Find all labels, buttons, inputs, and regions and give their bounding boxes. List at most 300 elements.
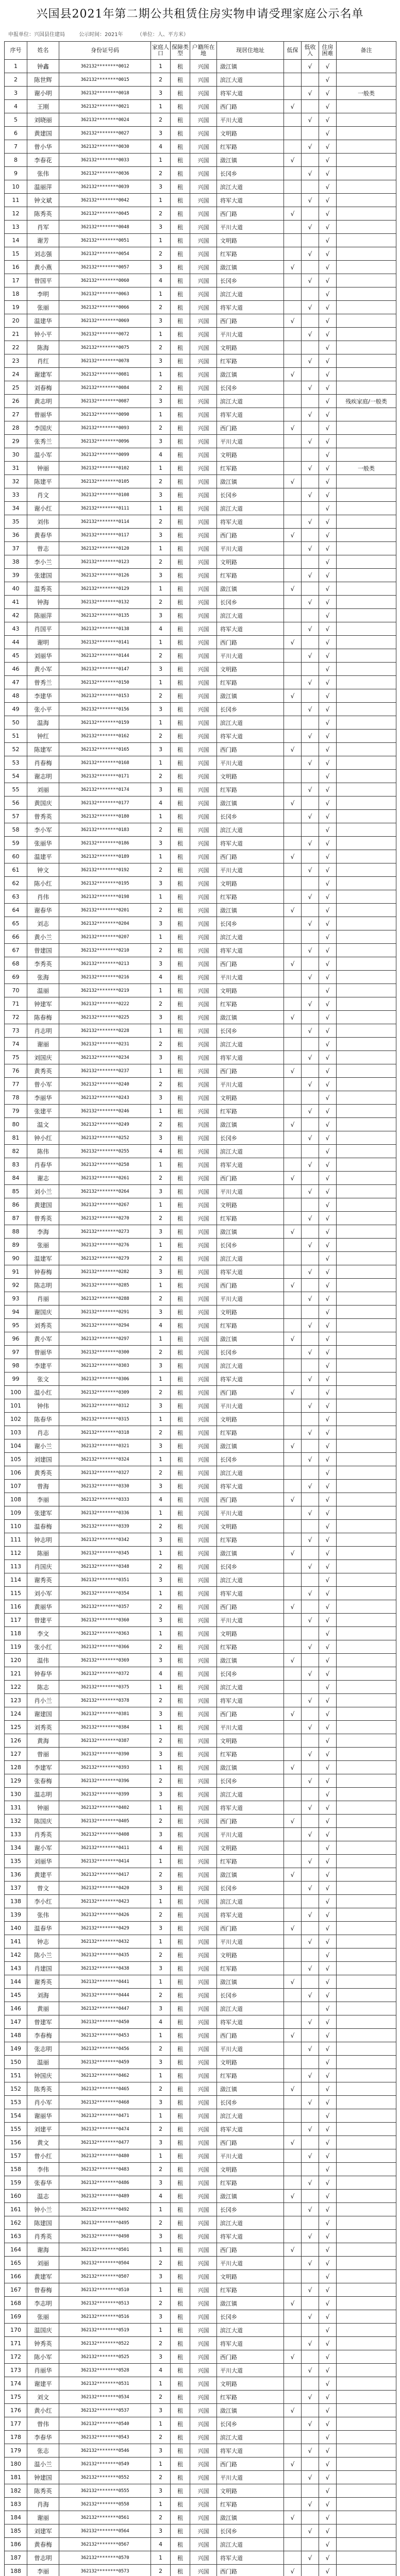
cell-low-income — [302, 2377, 319, 2391]
cell-address: 将军大道 — [217, 1051, 284, 1064]
cell-id: 362132********0519 — [59, 2324, 151, 2337]
cell-housing: √ — [319, 381, 337, 395]
cell-low-income — [302, 1573, 319, 1587]
cell-address: 长冈乡 — [217, 1667, 284, 1681]
cell-persons: 3 — [151, 1225, 171, 1239]
cell-address: 滨江大道 — [217, 716, 284, 730]
cell-low-income — [302, 475, 319, 488]
cell-housing: √ — [319, 2511, 337, 2524]
cell-id: 362132********0078 — [59, 354, 151, 368]
cell-housing: √ — [319, 1761, 337, 1774]
cell-housing: √ — [319, 2364, 337, 2377]
cell-housing: √ — [319, 1051, 337, 1064]
cell-type: 租 — [171, 1573, 190, 1587]
cell-name: 肖小军 — [27, 2096, 59, 2109]
cell-id: 362132********0057 — [59, 261, 151, 274]
cell-persons: 3 — [151, 957, 171, 971]
cell-name: 张建国 — [27, 569, 59, 582]
cell-persons: 3 — [151, 837, 171, 850]
cell-remark — [337, 1212, 396, 1225]
cell-name: 陈小军 — [27, 2350, 59, 2364]
cell-low-income — [302, 1707, 319, 1721]
cell-dibao — [284, 2015, 302, 2029]
cell-no: 30 — [5, 448, 27, 462]
cell-remark: 残疾家庭/一般类 — [337, 395, 396, 408]
cell-hukou: 兴国 — [190, 1895, 217, 1908]
cell-dibao — [284, 890, 302, 904]
cell-name: 李明 — [27, 287, 59, 301]
table-row — [5, 1493, 396, 1506]
cell-dibao: √ — [284, 207, 302, 221]
cell-address: 潋江镇 — [217, 1332, 284, 1346]
cell-remark — [337, 2257, 396, 2270]
cell-housing: √ — [319, 930, 337, 944]
cell-name: 张丽华 — [27, 837, 59, 850]
cell-id: 362132********0534 — [59, 2391, 151, 2404]
cell-low-income — [302, 341, 319, 354]
cell-dibao — [284, 1506, 302, 1520]
cell-no: 66 — [5, 930, 27, 944]
cell-dibao — [284, 2324, 302, 2337]
cell-no: 23 — [5, 354, 27, 368]
cell-name: 张春华 — [27, 2176, 59, 2190]
table-row — [5, 1627, 396, 1640]
cell-persons: 1 — [151, 1627, 171, 1640]
cell-address: 滨江大道 — [217, 1466, 284, 1480]
cell-housing: √ — [319, 2551, 337, 2565]
cell-name: 肖小兰 — [27, 1694, 59, 1707]
cell-remark — [337, 810, 396, 823]
cell-dibao — [284, 1319, 302, 1332]
cell-remark — [337, 274, 396, 287]
cell-dibao — [284, 917, 302, 930]
cell-name: 黄建军 — [27, 2270, 59, 2283]
cell-name: 温春华 — [27, 1922, 59, 1935]
cell-remark — [337, 221, 396, 234]
cell-housing: √ — [319, 810, 337, 823]
cell-address: 红军路 — [217, 1533, 284, 1547]
cell-housing: √ — [319, 596, 337, 609]
cell-housing: √ — [319, 341, 337, 354]
cell-address: 潋江镇 — [217, 475, 284, 488]
cell-persons: 2 — [151, 1774, 171, 1788]
cell-dibao — [284, 716, 302, 730]
cell-address: 西门路 — [217, 957, 284, 971]
cell-name: 黄丽华 — [27, 1600, 59, 1614]
cell-hukou: 兴国 — [190, 796, 217, 810]
cell-address: 平川大道 — [217, 435, 284, 448]
cell-dibao: √ — [284, 154, 302, 167]
cell-type: 租 — [171, 2042, 190, 2056]
cell-low-income: √ — [302, 60, 319, 73]
cell-housing: √ — [319, 877, 337, 890]
cell-dibao: √ — [284, 2511, 302, 2524]
cell-low-income — [302, 743, 319, 756]
cell-remark — [337, 1547, 396, 1560]
table-row — [5, 1694, 396, 1707]
table-row — [5, 1480, 396, 1493]
cell-low-income — [302, 368, 319, 381]
cell-housing: √ — [319, 1828, 337, 1841]
cell-housing: √ — [319, 1292, 337, 1306]
cell-hukou: 兴国 — [190, 783, 217, 796]
table-row — [5, 1587, 396, 1600]
cell-no: 168 — [5, 2297, 27, 2310]
cell-dibao — [284, 354, 302, 368]
cell-name: 黄春梅 — [27, 2538, 59, 2551]
cell-housing: √ — [319, 997, 337, 1011]
cell-remark — [337, 1011, 396, 1024]
cell-housing: √ — [319, 328, 337, 341]
cell-address: 文明路 — [217, 2484, 284, 2498]
cell-remark — [337, 475, 396, 488]
cell-dibao: √ — [284, 2565, 302, 2576]
cell-persons: 1 — [151, 2417, 171, 2431]
cell-low-income: √ — [302, 971, 319, 984]
cell-remark — [337, 622, 396, 636]
cell-address: 长冈乡 — [217, 1989, 284, 2002]
cell-name: 刘伟 — [27, 515, 59, 529]
cell-low-income — [302, 2404, 319, 2417]
cell-type: 租 — [171, 1962, 190, 1975]
cell-name: 陈建军 — [27, 743, 59, 756]
cell-low-income — [302, 2163, 319, 2176]
cell-address: 将军大道 — [217, 730, 284, 743]
cell-no: 100 — [5, 1386, 27, 1399]
cell-hukou: 兴国 — [190, 462, 217, 475]
cell-type: 租 — [171, 1439, 190, 1453]
cell-persons: 1 — [151, 1506, 171, 1520]
cell-remark — [337, 2404, 396, 2417]
cell-persons: 4 — [151, 448, 171, 462]
cell-no: 154 — [5, 2109, 27, 2123]
cell-remark — [337, 555, 396, 569]
cell-persons: 2 — [151, 2431, 171, 2444]
cell-type: 租 — [171, 1734, 190, 1748]
cell-housing: √ — [319, 1372, 337, 1386]
cell-persons: 1 — [151, 60, 171, 73]
cell-persons: 3 — [151, 1654, 171, 1667]
cell-name: 李建华 — [27, 689, 59, 703]
cell-hukou: 兴国 — [190, 930, 217, 944]
cell-housing: √ — [319, 2297, 337, 2310]
cell-hukou: 兴国 — [190, 1319, 217, 1332]
cell-address: 红军路 — [217, 2498, 284, 2511]
cell-housing: √ — [319, 1145, 337, 1158]
table-row — [5, 301, 396, 314]
cell-no: 59 — [5, 837, 27, 850]
cell-dibao: √ — [284, 100, 302, 113]
cell-id: 362132********0024 — [59, 113, 151, 127]
cell-hukou: 兴国 — [190, 649, 217, 663]
cell-no: 123 — [5, 1694, 27, 1707]
cell-address: 西门路 — [217, 2350, 284, 2364]
cell-no: 156 — [5, 2136, 27, 2149]
cell-persons: 1 — [151, 368, 171, 381]
cell-remark — [337, 234, 396, 247]
cell-no: 125 — [5, 1721, 27, 1734]
cell-hukou: 兴国 — [190, 1265, 217, 1279]
cell-address: 潋江镇 — [217, 1118, 284, 1131]
cell-type: 租 — [171, 1640, 190, 1654]
table-row — [5, 2377, 396, 2391]
cell-housing: √ — [319, 917, 337, 930]
cell-low-income: √ — [302, 87, 319, 100]
cell-id: 362132********0450 — [59, 2015, 151, 2029]
cell-housing: √ — [319, 2015, 337, 2029]
cell-low-income — [302, 2082, 319, 2096]
cell-type: 租 — [171, 1185, 190, 1198]
cell-name: 张志明 — [27, 2042, 59, 2056]
cell-type: 租 — [171, 529, 190, 542]
cell-address: 将军大道 — [217, 622, 284, 636]
cell-no: 121 — [5, 1667, 27, 1681]
cell-name: 李国庆 — [27, 421, 59, 435]
cell-dibao — [284, 2471, 302, 2484]
cell-low-income — [302, 2029, 319, 2042]
cell-low-income: √ — [302, 354, 319, 368]
cell-remark — [337, 676, 396, 689]
cell-name: 温建平 — [27, 850, 59, 863]
table-row — [5, 1962, 396, 1975]
cell-no: 179 — [5, 2444, 27, 2458]
cell-type: 租 — [171, 1506, 190, 1520]
cell-hukou: 兴国 — [190, 944, 217, 957]
cell-type: 租 — [171, 2136, 190, 2149]
cell-no: 137 — [5, 1882, 27, 1895]
cell-no: 4 — [5, 100, 27, 113]
cell-housing: √ — [319, 2109, 337, 2123]
table-row — [5, 2096, 396, 2109]
cell-housing: √ — [319, 636, 337, 649]
cell-low-income: √ — [302, 1989, 319, 2002]
cell-dibao — [284, 2096, 302, 2109]
cell-persons: 1 — [151, 100, 171, 113]
header-name: 姓名 — [27, 42, 59, 60]
cell-id: 362132********0264 — [59, 1185, 151, 1198]
cell-type: 租 — [171, 997, 190, 1011]
cell-remark — [337, 971, 396, 984]
cell-type: 租 — [171, 850, 190, 863]
cell-hukou: 兴国 — [190, 1399, 217, 1413]
table-row — [5, 997, 396, 1011]
cell-housing: √ — [319, 1681, 337, 1694]
cell-hukou: 兴国 — [190, 1306, 217, 1319]
cell-low-income: √ — [302, 2391, 319, 2404]
cell-dibao — [284, 2056, 302, 2069]
cell-low-income: √ — [302, 649, 319, 663]
cell-no: 70 — [5, 984, 27, 997]
cell-no: 114 — [5, 1573, 27, 1587]
cell-no: 122 — [5, 1681, 27, 1694]
cell-no: 110 — [5, 1520, 27, 1533]
cell-dibao — [284, 1828, 302, 1841]
cell-housing: √ — [319, 60, 337, 73]
cell-id: 362132********0021 — [59, 100, 151, 113]
cell-dibao: √ — [284, 529, 302, 542]
cell-no: 67 — [5, 944, 27, 957]
cell-persons: 4 — [151, 796, 171, 810]
cell-dibao — [284, 1185, 302, 1198]
cell-type: 租 — [171, 207, 190, 221]
cell-address: 西门路 — [217, 314, 284, 328]
cell-low-income — [302, 689, 319, 703]
cell-address: 西门路 — [217, 1707, 284, 1721]
cell-hukou: 兴国 — [190, 2190, 217, 2203]
cell-low-income — [302, 1922, 319, 1935]
cell-address: 将军大道 — [217, 837, 284, 850]
cell-no: 16 — [5, 261, 27, 274]
cell-id: 362132********0546 — [59, 2444, 151, 2458]
cell-persons: 2 — [151, 1815, 171, 1828]
cell-name: 陈志明 — [27, 1279, 59, 1292]
cell-name: 肖国庆 — [27, 1560, 59, 1573]
cell-housing: √ — [319, 1131, 337, 1145]
cell-persons: 2 — [151, 1252, 171, 1265]
table-row — [5, 1989, 396, 2002]
cell-remark — [337, 2109, 396, 2123]
table-row — [5, 770, 396, 783]
cell-id: 362132********0168 — [59, 756, 151, 770]
table-row — [5, 716, 396, 730]
cell-name: 钟春华 — [27, 1667, 59, 1681]
cell-no: 119 — [5, 1640, 27, 1654]
cell-address: 西门路 — [217, 421, 284, 435]
cell-address: 长冈乡 — [217, 1882, 284, 1895]
cell-housing: √ — [319, 944, 337, 957]
table-row — [5, 1560, 396, 1573]
cell-dibao — [284, 2257, 302, 2270]
cell-name: 钟丽 — [27, 1801, 59, 1815]
cell-type: 租 — [171, 1694, 190, 1707]
cell-id: 362132********0336 — [59, 1506, 151, 1520]
table-row — [5, 167, 396, 180]
cell-housing: √ — [319, 1654, 337, 1667]
cell-name: 陈小兰 — [27, 1948, 59, 1962]
table-row — [5, 2056, 396, 2069]
cell-id: 362132********0387 — [59, 1734, 151, 1748]
cell-remark — [337, 502, 396, 515]
cell-remark — [337, 1962, 396, 1975]
cell-name: 张文 — [27, 1372, 59, 1386]
cell-no: 58 — [5, 823, 27, 837]
cell-type: 租 — [171, 917, 190, 930]
cell-name: 李建军 — [27, 1761, 59, 1774]
cell-id: 362132********0045 — [59, 207, 151, 221]
cell-housing: √ — [319, 1386, 337, 1399]
cell-remark — [337, 1788, 396, 1801]
cell-hukou: 兴国 — [190, 529, 217, 542]
table-row — [5, 408, 396, 421]
cell-address: 潋江镇 — [217, 689, 284, 703]
cell-id: 362132********0468 — [59, 2096, 151, 2109]
cell-type: 租 — [171, 2257, 190, 2270]
cell-name: 钟文斌 — [27, 194, 59, 207]
cell-id: 362132********0528 — [59, 2364, 151, 2377]
cell-hukou: 兴国 — [190, 354, 217, 368]
cell-no: 141 — [5, 1935, 27, 1948]
cell-low-income: √ — [302, 596, 319, 609]
cell-type: 租 — [171, 1882, 190, 1895]
cell-hukou: 兴国 — [190, 596, 217, 609]
cell-dibao — [284, 1091, 302, 1105]
table-row — [5, 2551, 396, 2565]
cell-id: 362132********0483 — [59, 2163, 151, 2176]
cell-remark — [337, 140, 396, 154]
cell-remark — [337, 2337, 396, 2350]
cell-hukou: 兴国 — [190, 703, 217, 716]
cell-remark — [337, 2471, 396, 2484]
cell-id: 362132********0501 — [59, 2243, 151, 2257]
cell-name: 黄小兰 — [27, 930, 59, 944]
cell-type: 租 — [171, 2297, 190, 2310]
cell-remark — [337, 2565, 396, 2576]
cell-id: 362132********0399 — [59, 1788, 151, 1801]
cell-name: 谢国庆 — [27, 1306, 59, 1319]
cell-dibao — [284, 1252, 302, 1265]
cell-id: 362132********0372 — [59, 1667, 151, 1681]
cell-type: 租 — [171, 1279, 190, 1292]
table-row — [5, 1172, 396, 1185]
cell-name: 陈小红 — [27, 877, 59, 890]
cell-persons: 2 — [151, 1520, 171, 1533]
cell-type: 租 — [171, 1386, 190, 1399]
cell-dibao — [284, 1292, 302, 1306]
cell-name: 李春花 — [27, 154, 59, 167]
cell-low-income: √ — [302, 1614, 319, 1627]
cell-low-income: √ — [302, 2069, 319, 2082]
cell-address: 长冈乡 — [217, 1131, 284, 1145]
cell-address: 文明路 — [217, 555, 284, 569]
cell-no: 116 — [5, 1600, 27, 1614]
cell-dibao: √ — [284, 1707, 302, 1721]
cell-low-income: √ — [302, 1748, 319, 1761]
cell-dibao — [284, 274, 302, 287]
cell-address: 潋江镇 — [217, 154, 284, 167]
cell-housing: √ — [319, 770, 337, 783]
cell-persons: 2 — [151, 944, 171, 957]
cell-hukou: 兴国 — [190, 2377, 217, 2391]
cell-dibao — [284, 1533, 302, 1547]
cell-hukou: 兴国 — [190, 1359, 217, 1372]
table-row — [5, 1748, 396, 1761]
cell-remark — [337, 435, 396, 448]
cell-no: 185 — [5, 2524, 27, 2538]
cell-housing: √ — [319, 2377, 337, 2391]
cell-hukou: 兴国 — [190, 984, 217, 997]
cell-dibao — [284, 944, 302, 957]
cell-dibao — [284, 1801, 302, 1815]
cell-type: 租 — [171, 2216, 190, 2230]
cell-type: 租 — [171, 301, 190, 314]
cell-type: 租 — [171, 716, 190, 730]
cell-dibao — [284, 1372, 302, 1386]
cell-no: 173 — [5, 2364, 27, 2377]
cell-id: 362132********0063 — [59, 287, 151, 301]
cell-persons: 1 — [151, 2324, 171, 2337]
cell-remark — [337, 180, 396, 194]
cell-id: 362132********0213 — [59, 957, 151, 971]
cell-name: 曾秀兰 — [27, 676, 59, 689]
cell-low-income — [302, 1332, 319, 1346]
cell-id: 362132********0147 — [59, 663, 151, 676]
cell-persons: 4 — [151, 274, 171, 287]
cell-persons: 3 — [151, 1480, 171, 1493]
cell-no: 96 — [5, 1332, 27, 1346]
table-row — [5, 60, 396, 73]
table-row — [5, 1131, 396, 1145]
cell-no: 169 — [5, 2310, 27, 2324]
